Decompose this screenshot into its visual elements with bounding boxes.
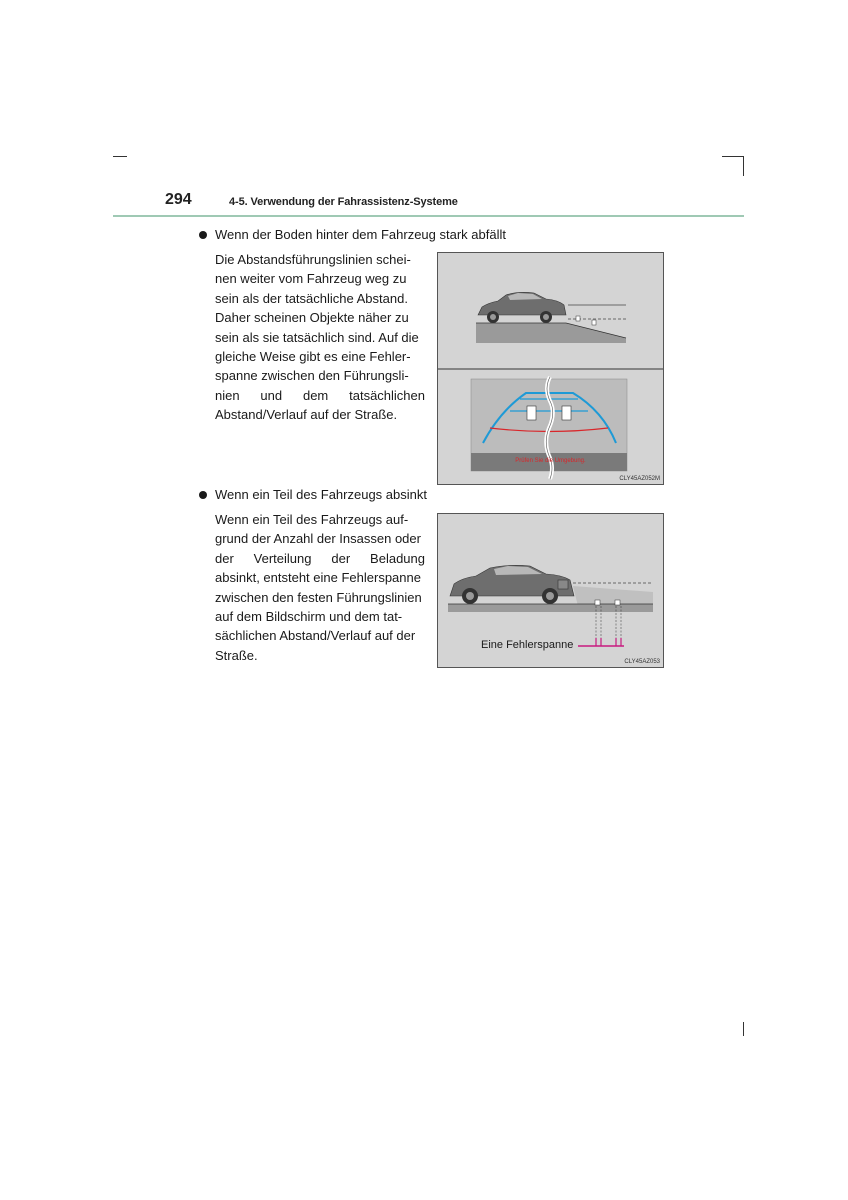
text-line: grund der Anzahl der Insassen oder (215, 531, 421, 547)
figure-sloped-ground (437, 252, 664, 485)
section-title: 4-5. Verwendung der Fahrassistenz-Systeme (229, 196, 458, 208)
figure-code: CLY45AZ053 (624, 659, 660, 665)
crop-mark-bottom-right (743, 1022, 744, 1036)
paragraph-2 (215, 510, 425, 665)
bullet-item-2 (199, 487, 427, 502)
text-line: nien und dem tatsächlichen (215, 387, 425, 403)
crop-mark-top-left (113, 156, 127, 157)
crop-mark-top-right (722, 156, 744, 157)
text-line: Daher scheinen Objekte näher zu (215, 310, 409, 326)
bullet-item-1-heading: Wenn der Boden hinter dem Fahrzeug stark abfällt (215, 227, 506, 242)
text-line: gleiche Weise gibt es eine Fehler- (215, 349, 411, 365)
text-line: sein als sie tatsächlich sind. Auf die (215, 329, 419, 345)
text-line: sein als der tatsächliche Abstand. (215, 290, 408, 306)
text-line: Wenn ein Teil des Fahrzeugs auf- (215, 512, 409, 527)
text-line: sächlichen Abstand/Verlauf auf der (215, 628, 416, 644)
text-line: nen weiter vom Fahrzeug weg zu (215, 271, 407, 287)
error-margin-label: Eine Fehlerspanne (481, 639, 574, 651)
figure-sloped-ground-illustration (438, 253, 663, 484)
header-rule (113, 215, 744, 217)
text-line: absinkt, entsteht eine Fehlerspanne (215, 570, 421, 586)
figure-vehicle-sinking (437, 513, 664, 668)
text-line: zwischen den festen Führungslinien (215, 589, 422, 605)
figure-code: CLY45AZ052M (619, 476, 660, 482)
page-number: 294 (165, 191, 192, 208)
bullet-item-2-heading: Wenn ein Teil des Fahrzeugs absinkt (215, 487, 427, 502)
text-line: spanne zwischen den Führungsli- (215, 368, 409, 384)
crop-mark-top-right-vertical (743, 156, 744, 176)
text-line: Abstand/Verlauf auf der Straße. (215, 407, 398, 423)
bullet-item-1 (199, 227, 506, 242)
text-line: der Verteilung der Beladung (215, 550, 425, 566)
paragraph-1 (215, 250, 425, 425)
screen-warning-text: Prüfen Sie die Umgebung. (515, 458, 586, 464)
text-line: Straße. (215, 647, 258, 663)
bullet-icon (199, 491, 207, 499)
text-line: Die Abstandsführungslinien schei- (215, 252, 411, 267)
bullet-icon (199, 231, 207, 239)
text-line: auf dem Bildschirm und dem tat- (215, 609, 403, 625)
